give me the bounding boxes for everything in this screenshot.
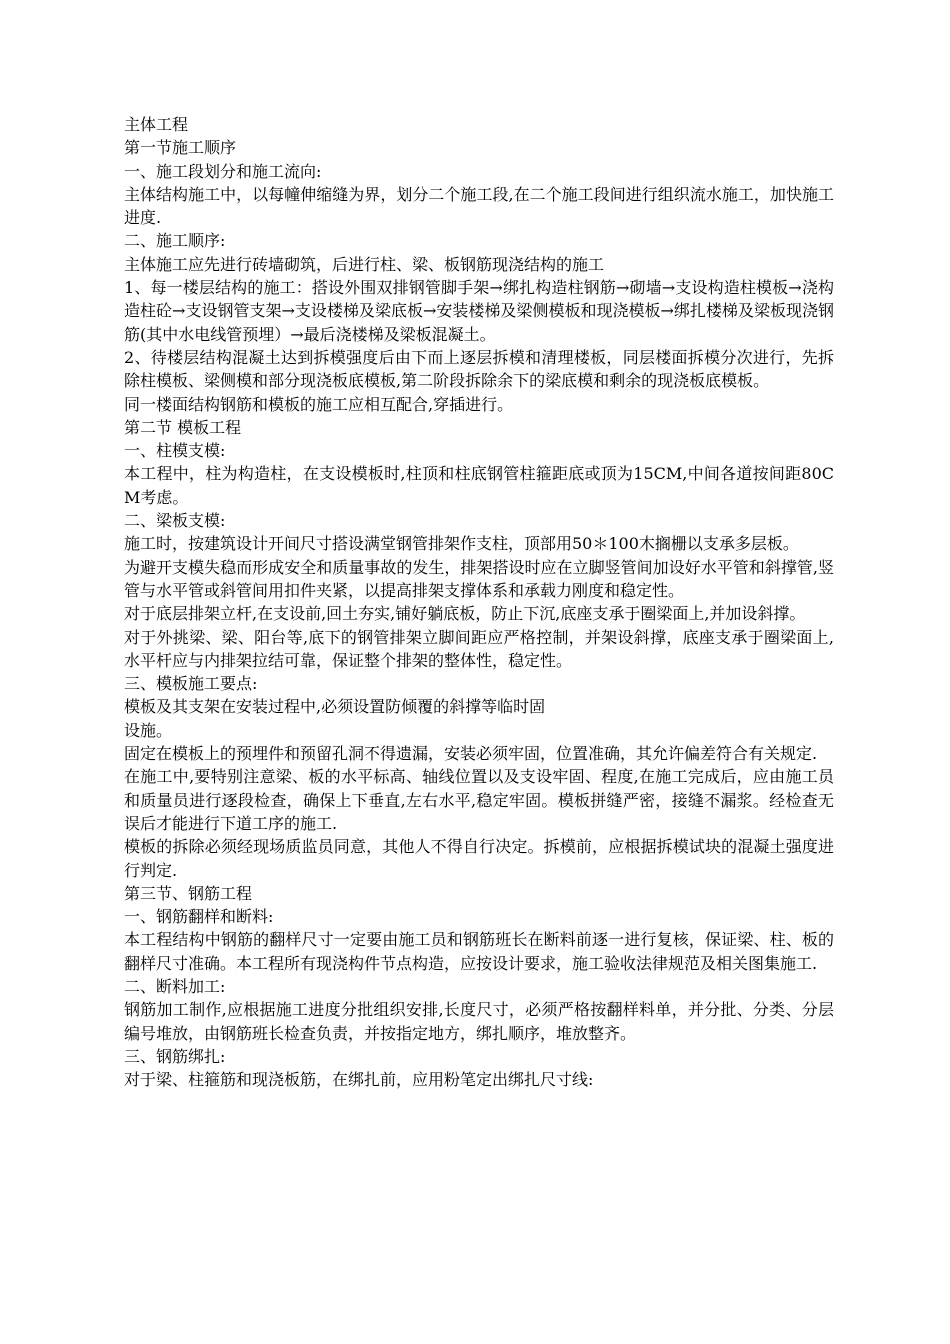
- subsection-heading: 一、柱模支模:: [124, 441, 226, 461]
- paragraph: 主体施工应先进行砖墙砌筑，后进行柱、梁、板钢筋现浇结构的施工: [124, 254, 605, 274]
- subsection-heading: 一、施工段划分和施工流向:: [124, 161, 322, 181]
- section-heading: 第二节 模板工程: [124, 417, 242, 437]
- subsection-heading: 二、施工顺序:: [124, 231, 226, 251]
- subsection-heading: 二、断料加工:: [124, 976, 226, 996]
- paragraph: 对于外挑梁、梁、阳台等,底下的钢管排架立脚间距应严格控制，并架设斜撑，底座支承于圈梁面上,水平杆应与内排架拉结可靠，保证整个排架的整体性，稳定性。: [124, 627, 834, 670]
- paragraph: 固定在模板上的预埋件和预留孔洞不得遗漏，安装必须牢固，位置准确，其允许偏差符合有关规定.: [124, 744, 818, 764]
- paragraph: 对于梁、柱箍筋和现浇板筋，在绑扎前，应用粉笔定出绑扎尺寸线:: [124, 1070, 594, 1090]
- paragraph: 设施。: [124, 720, 173, 740]
- paragraph: 对于底层排架立杆,在支设前,回土夯实,铺好躺底板，防止下沉,底座支承于圈梁面上,并加设斜撑。: [124, 604, 806, 624]
- paragraph: 模板及其支架在安装过程中,必须设置防倾覆的斜撑等临时固: [124, 697, 546, 717]
- section-heading: 第一节施工顺序: [124, 138, 237, 158]
- paragraph: 施工时，按建筑设计开间尺寸搭设满堂钢管排架作支柱，顶部用50＊100木搁栅以支承多层板。: [124, 534, 799, 554]
- document-title: 主体工程: [124, 115, 189, 134]
- paragraph: 2、待楼层结构混凝土达到拆模强度后由下而上逐层拆模和清理楼板，同层楼面拆模分次进行，先拆除柱模板、梁侧模和部分现浇板底模板,第二阶段拆除余下的梁底模和剩余的现浇板底模板。: [124, 347, 834, 391]
- paragraph: 同一楼面结构钢筋和模板的施工应相互配合,穿插进行。: [124, 394, 514, 414]
- paragraph: 钢筋加工制作,应根据施工进度分批组织安排,长度尺寸，必须严格按翻样料单，并分批、分类、分层编号堆放，由钢筋班长检查负责，并按指定地方，绑扎顺序，堆放整齐。: [124, 1000, 834, 1043]
- paragraph: 1、每一楼层结构的施工：搭设外围双排钢管脚手架→绑扎构造柱钢筋→砌墙→支设构造柱模板→浇构造柱砼→支设钢管支架→支设楼梯及梁底板→安装楼梯及梁侧模板和现浇模板→绑扎楼梯及梁板现浇钢筋(其中水电线管预埋）→最后浇楼梯及梁板混凝土。: [124, 278, 834, 344]
- subsection-heading: 二、梁板支模:: [124, 511, 226, 531]
- paragraph: 在施工中,要特别注意梁、板的水平标高、轴线位置以及支设牢固、程度,在施工完成后，应由施工员和质量员进行逐段检查，确保上下垂直,左右水平,稳定牢固。模板拼缝严密，接缝不漏浆。经检查无误后才能进行下道工序的施工.: [124, 767, 834, 833]
- paragraph: 为避开支模失稳而形成安全和质量事故的发生，排架搭设时应在立脚竖管间加设好水平管和斜撑管,竖管与水平管或斜管间用扣件夹紧，以提高排架支撑体系和承载力刚度和稳定性。: [124, 557, 834, 600]
- subsection-heading: 一、钢筋翻样和断料:: [124, 907, 274, 927]
- subsection-heading: 三、模板施工要点:: [124, 674, 258, 694]
- document-body: [124, 113, 834, 1091]
- paragraph: 本工程中，柱为构造柱，在支设模板时,柱顶和柱底钢管柱箍距底或顶为15CM,中间各道按间距80CM考虑。: [124, 464, 834, 507]
- paragraph: 模板的拆除必须经现场质监员同意，其他人不得自行决定。拆模前，应根据拆模试块的混凝土强度进行判定.: [124, 837, 834, 880]
- paragraph: 主体结构施工中，以每幢伸缩缝为界，划分二个施工段,在二个施工段间进行组织流水施工，加快施工进度.: [124, 184, 834, 228]
- paragraph: 本工程结构中钢筋的翻样尺寸一定要由施工员和钢筋班长在断料前逐一进行复核，保证梁、柱、板的翻样尺寸准确。本工程所有现浇构件节点构造，应按设计要求，施工验收法律规范及相关图集施工.: [124, 930, 834, 973]
- subsection-heading: 三、钢筋绑扎:: [124, 1046, 226, 1066]
- section-heading: 第三节、钢筋工程: [124, 883, 253, 903]
